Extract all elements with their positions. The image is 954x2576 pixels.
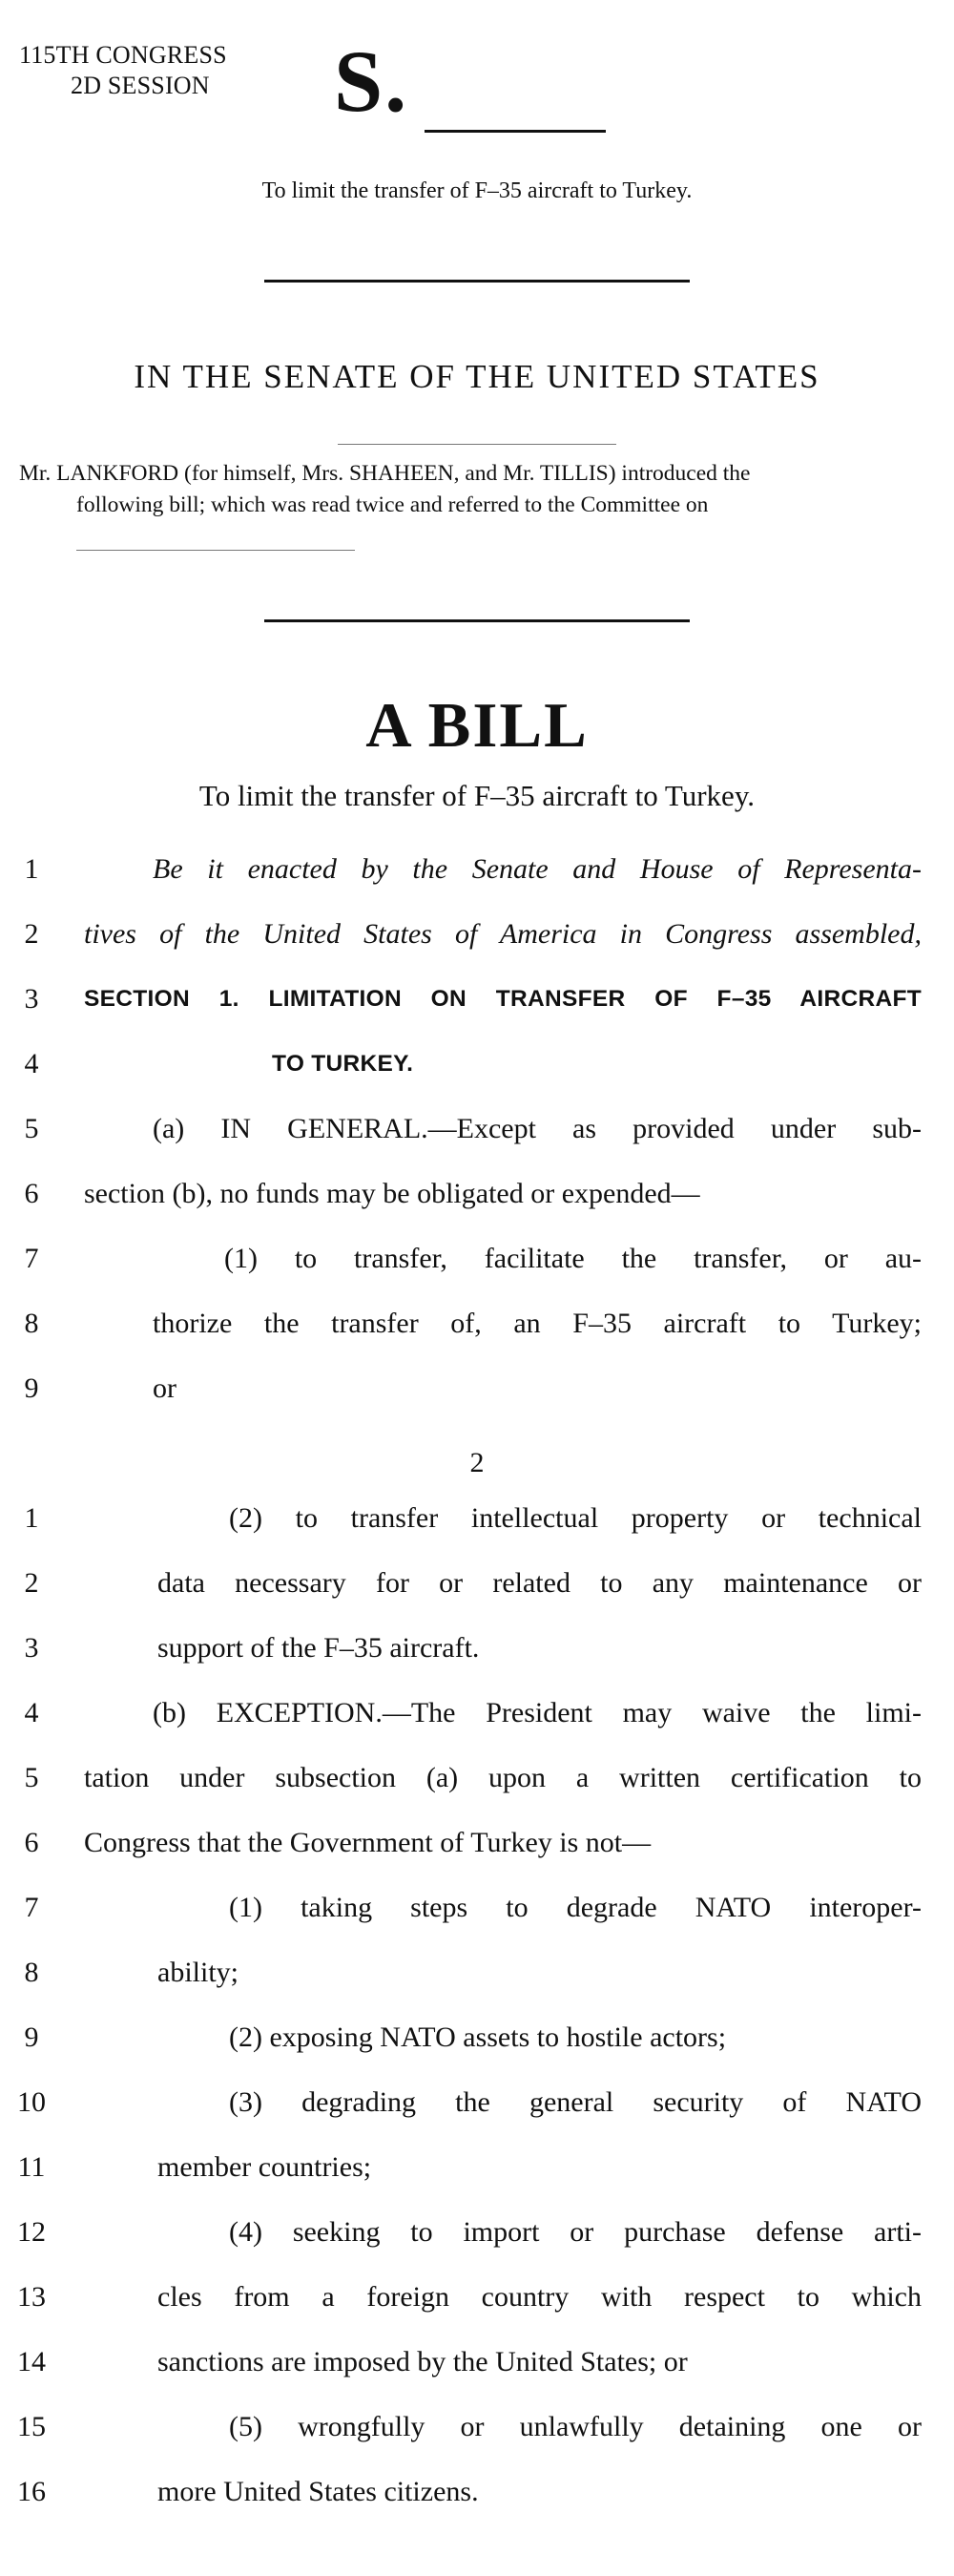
line-number: 3 [24,983,39,1015]
line-number: 8 [24,1957,39,1988]
exception-condition-line: more United States citizens. [157,2476,479,2507]
subsection-b-line: (b) EXCEPTION.—The President may waive the limi- [153,1697,922,1728]
line-number: 12 [17,2216,46,2248]
bill-divider [264,619,690,622]
line-number: 6 [24,1178,39,1209]
line-number: 3 [24,1632,39,1664]
line-number: 13 [17,2281,46,2313]
enacting-clause-line: tives of the United States of America in Congress assembled, [84,918,922,950]
line-number: 5 [24,1762,39,1793]
long-title: To limit the transfer of F–35 aircraft to Turkey. [198,779,756,812]
exception-condition-line: (3) degrading the general security of NATO [229,2086,922,2118]
congress-label: 115TH CONGRESS [19,41,227,69]
page-number: 2 [469,1447,485,1478]
line-number: 14 [17,2346,46,2377]
paragraph-1-line: (1) to transfer, facilitate the transfer, or au- [224,1243,922,1274]
exception-condition-line: member countries; [157,2151,372,2183]
line-number: 1 [24,1502,39,1534]
line-number: 5 [24,1113,39,1144]
line-number: 4 [24,1697,39,1728]
introduction-line-2: following bill; which was read twice and referred to the Committee on [76,492,709,517]
line-number: 1 [24,853,39,885]
title-divider [264,280,690,283]
congress-session-header [19,40,296,101]
bill-number: S. [334,32,409,130]
subsection-b-line: Congress that the Government of Turkey is not— [84,1827,652,1858]
line-number: 7 [24,1892,39,1923]
section-heading: SECTION 1. LIMITATION ON TRANSFER OF F–35 AIRCRAFT [84,986,922,1012]
senate-divider [338,444,616,445]
subsection-a-line: section (b), no funds may be obligated or expended— [84,1178,700,1209]
line-number: 7 [24,1243,39,1274]
line-number: 2 [24,918,39,950]
line-number: 9 [24,1372,39,1404]
line-number: 9 [24,2021,39,2053]
line-number: 6 [24,1827,39,1858]
exception-condition-line: (5) wrongfully or unlawfully detaining one or [229,2411,922,2442]
short-title: To limit the transfer of F–35 aircraft to Turkey. [261,178,693,203]
section-heading-continued: TO TURKEY. [272,1051,414,1077]
exception-condition-line: (2) exposing NATO assets to hostile actors; [229,2021,727,2053]
exception-condition-line: cles from a foreign country with respect to which [157,2281,922,2313]
line-number: 2 [24,1567,39,1599]
bill-number-blank [425,130,606,133]
exception-condition-line: sanctions are imposed by the United States; or [157,2346,688,2377]
committee-blank [76,550,355,551]
subsection-a-line: (a) IN GENERAL.—Except as provided under sub- [153,1113,922,1144]
exception-condition-line: (4) seeking to import or purchase defense arti- [229,2216,922,2248]
line-number: 4 [24,1048,39,1079]
line-number: 10 [17,2086,46,2118]
paragraph-2-line: (2) to transfer intellectual property or technical [229,1502,922,1534]
introduction-line-1: Mr. LANKFORD (for himself, Mrs. SHAHEEN, and Mr. TILLIS) introduced the [19,461,751,486]
senate-heading: IN THE SENATE OF THE UNITED STATES [134,358,820,395]
enacting-clause-line: Be it enacted by the Senate and House of Representa- [153,853,922,885]
line-number: 11 [17,2151,46,2183]
paragraph-2-line: data necessary for or related to any maintenance or [157,1567,922,1599]
exception-condition-line: (1) taking steps to degrade NATO interoper- [229,1892,922,1923]
exception-condition-line: ability; [157,1957,238,1988]
line-number: 15 [17,2411,46,2442]
introduction-paragraph [19,458,930,521]
paragraph-1-line: thorize the transfer of, an F–35 aircraft to Turkey; [153,1308,922,1339]
session-label: 2D SESSION [71,72,210,99]
subsection-b-line: tation under subsection (a) upon a written certification to [84,1762,922,1793]
paragraph-1-line: or [153,1372,176,1404]
bill-heading: A BILL [365,690,589,761]
line-number: 16 [17,2476,46,2507]
line-number: 8 [24,1308,39,1339]
paragraph-2-line: support of the F–35 aircraft. [157,1632,480,1664]
